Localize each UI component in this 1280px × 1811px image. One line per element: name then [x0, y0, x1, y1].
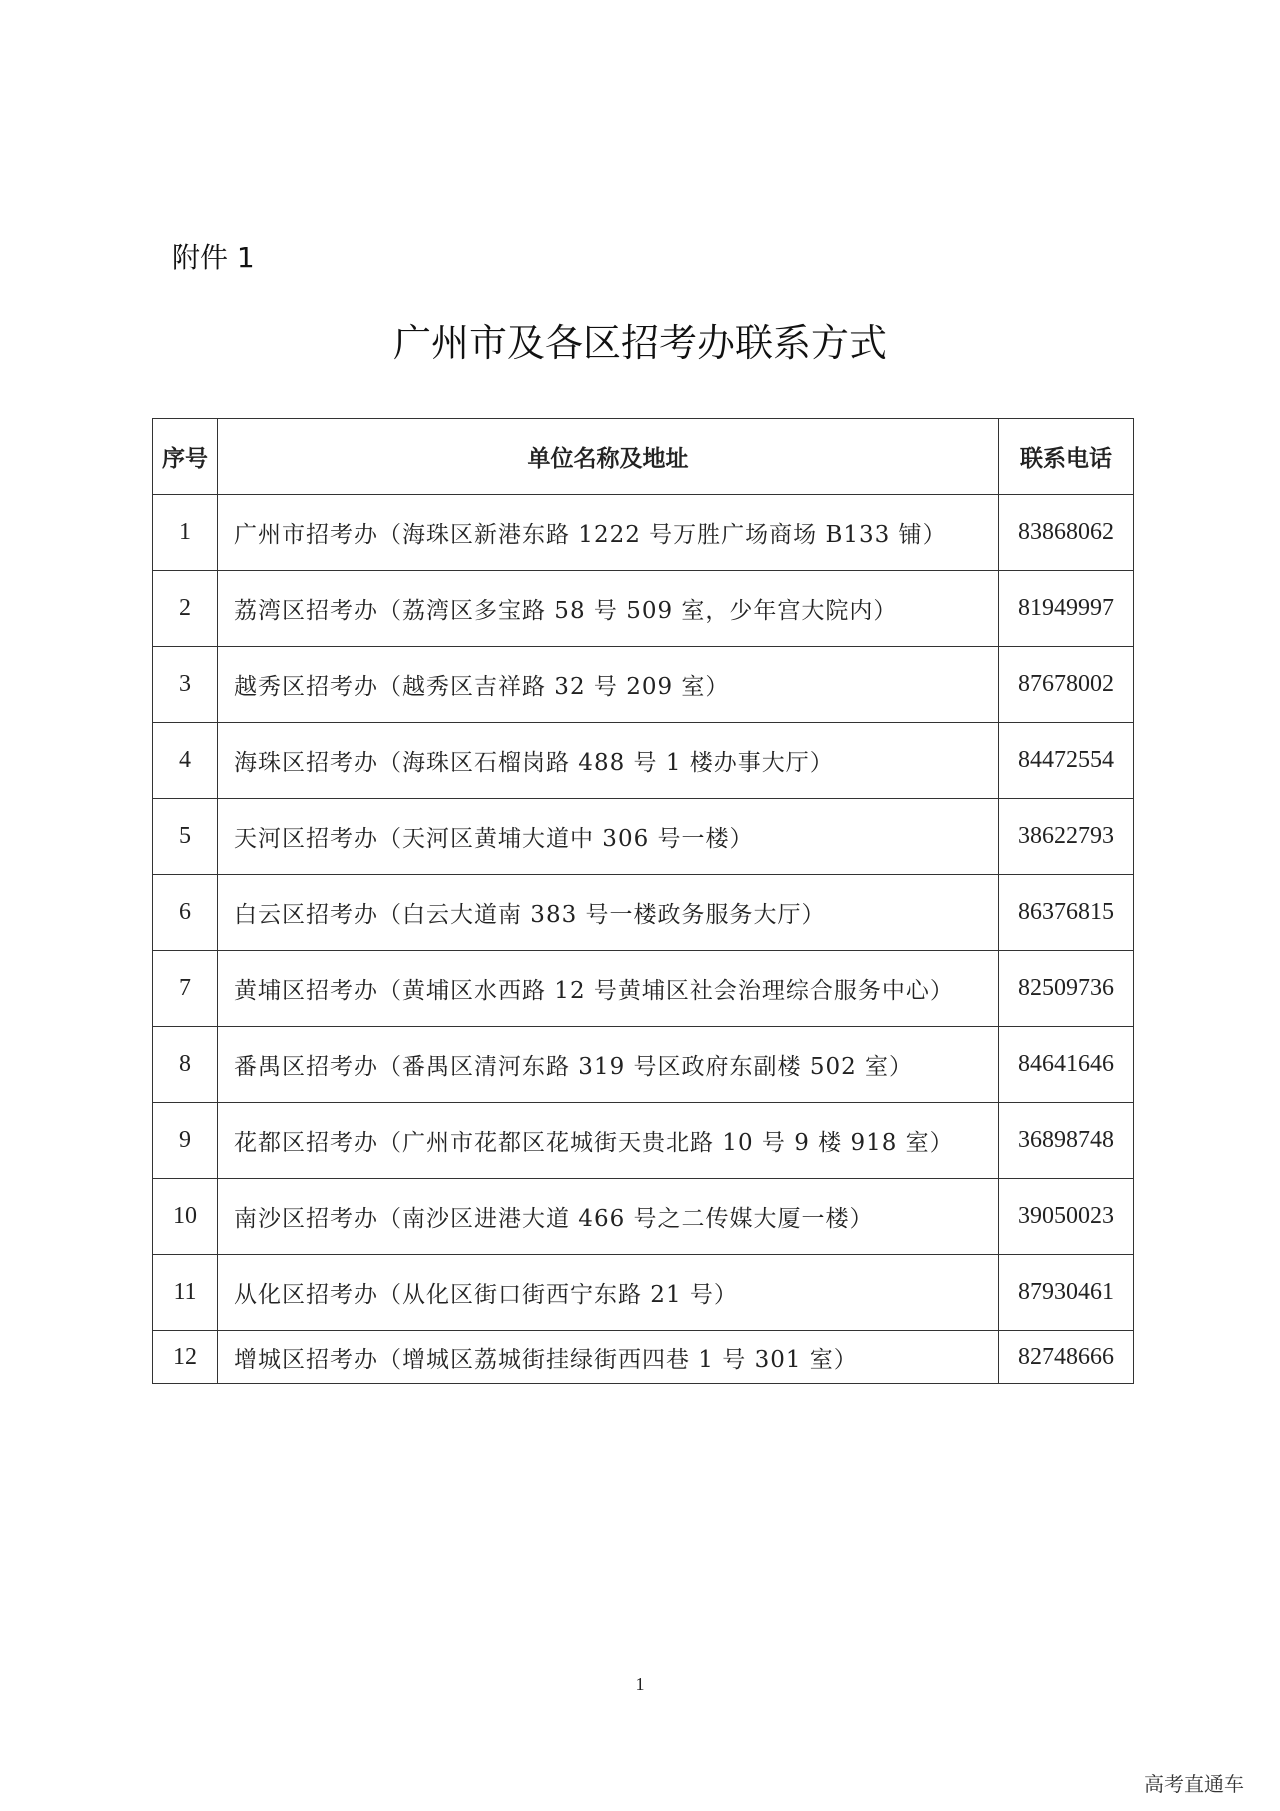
table-row	[153, 799, 1134, 875]
row-name-address: 从化区招考办（从化区街口街西宁东路 21 号）	[218, 1255, 999, 1331]
row-phone: 39050023	[999, 1179, 1134, 1255]
table-row	[153, 723, 1134, 799]
row-name-address: 越秀区招考办（越秀区吉祥路 32 号 209 室）	[218, 647, 999, 723]
row-phone: 86376815	[999, 875, 1134, 951]
header-name-address: 单位名称及地址	[218, 419, 999, 495]
page-number: 1	[635, 1674, 645, 1694]
row-phone: 83868062	[999, 495, 1134, 571]
watermark-logo-text: 高考直通车	[1144, 1772, 1244, 1796]
row-name-address: 花都区招考办（广州市花都区花城街天贵北路 10 号 9 楼 918 室）	[218, 1103, 999, 1179]
row-phone: 82748666	[999, 1331, 1134, 1384]
row-seq: 6	[153, 875, 218, 951]
row-phone: 36898748	[999, 1103, 1134, 1179]
row-phone: 87678002	[999, 647, 1134, 723]
row-name-address: 增城区招考办（增城区荔城街挂绿街西四巷 1 号 301 室）	[218, 1331, 999, 1384]
row-phone: 82509736	[999, 951, 1134, 1027]
row-seq: 5	[153, 799, 218, 875]
table-header-row	[153, 419, 1134, 495]
table-row	[153, 1331, 1134, 1384]
table-row	[153, 1255, 1134, 1331]
row-phone: 87930461	[999, 1255, 1134, 1331]
row-name-address: 天河区招考办（天河区黄埔大道中 306 号一楼）	[218, 799, 999, 875]
table-row	[153, 571, 1134, 647]
row-name-address: 广州市招考办（海珠区新港东路 1222 号万胜广场商场 B133 铺）	[218, 495, 999, 571]
table-row	[153, 1179, 1134, 1255]
row-name-address: 番禺区招考办（番禺区清河东路 319 号区政府东副楼 502 室）	[218, 1027, 999, 1103]
row-name-address: 白云区招考办（白云大道南 383 号一楼政务服务大厅）	[218, 875, 999, 951]
row-phone: 38622793	[999, 799, 1134, 875]
attachment-label: 附件 1	[172, 241, 255, 274]
header-seq: 序号	[153, 419, 218, 495]
row-name-address: 南沙区招考办（南沙区进港大道 466 号之二传媒大厦一楼）	[218, 1179, 999, 1255]
table-row	[153, 647, 1134, 723]
row-seq: 11	[153, 1255, 218, 1331]
row-seq: 9	[153, 1103, 218, 1179]
row-name-address: 海珠区招考办（海珠区石榴岗路 488 号 1 楼办事大厅）	[218, 723, 999, 799]
row-name-address: 荔湾区招考办（荔湾区多宝路 58 号 509 室，少年宫大院内）	[218, 571, 999, 647]
table-row	[153, 1103, 1134, 1179]
row-seq: 3	[153, 647, 218, 723]
row-seq: 7	[153, 951, 218, 1027]
document-title: 广州市及各区招考办联系方式	[392, 321, 887, 365]
row-seq: 1	[153, 495, 218, 571]
row-seq: 8	[153, 1027, 218, 1103]
table-row	[153, 875, 1134, 951]
row-seq: 2	[153, 571, 218, 647]
table-row	[153, 1027, 1134, 1103]
row-name-address: 黄埔区招考办（黄埔区水西路 12 号黄埔区社会治理综合服务中心）	[218, 951, 999, 1027]
row-phone: 81949997	[999, 571, 1134, 647]
row-seq: 4	[153, 723, 218, 799]
row-seq: 12	[153, 1331, 218, 1384]
row-seq: 10	[153, 1179, 218, 1255]
header-phone: 联系电话	[999, 419, 1134, 495]
contact-table	[152, 418, 1134, 1384]
table-row	[153, 951, 1134, 1027]
row-phone: 84472554	[999, 723, 1134, 799]
table-row	[153, 495, 1134, 571]
row-phone: 84641646	[999, 1027, 1134, 1103]
